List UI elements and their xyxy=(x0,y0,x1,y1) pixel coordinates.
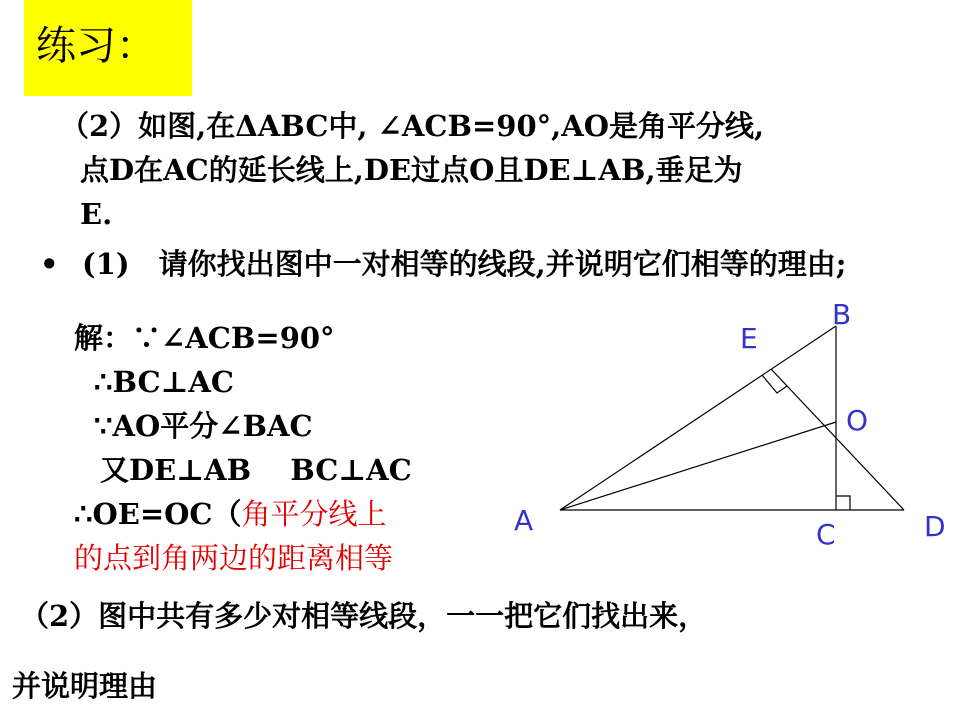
question-1-text: (1) 请你找出图中一对相等的线段,并说明它们相等的理由; xyxy=(82,247,847,281)
bullet-dot: • xyxy=(40,247,59,281)
right-angle-mark-C xyxy=(836,496,850,510)
solution-reason-part-2: 的点到角两边的距离相等 xyxy=(74,541,394,575)
label-B: B xyxy=(832,298,852,331)
segment-AB xyxy=(560,326,836,510)
problem-line-1: （2）如图,在ΔABC中, ∠ACB=90°,AO是角平分线, xyxy=(60,109,765,143)
solution-line-4: 又DE⊥AB BC⊥AC xyxy=(100,453,412,487)
solution-line-1: 解：∵∠ACB=90° xyxy=(74,321,335,355)
solution-line-3: ∵AO平分∠BAC xyxy=(94,409,313,443)
question-2: （2）图中共有多少对相等线段，一一把它们找出来， xyxy=(20,599,708,633)
label-A: A xyxy=(514,504,534,537)
solution-reason-part-1: 角平分线上 xyxy=(241,497,387,531)
problem-statement xyxy=(60,104,940,236)
page-title: 练习： xyxy=(36,23,156,69)
label-E: E xyxy=(740,322,758,355)
geometry-figure xyxy=(500,296,960,566)
right-angle-mark-E xyxy=(762,375,787,393)
segment-AO xyxy=(560,422,836,510)
solution-line-2: ∴BC⊥AC xyxy=(94,365,235,399)
solution-line-6 xyxy=(74,540,393,576)
label-C: C xyxy=(816,518,836,551)
segment-ED xyxy=(771,369,904,510)
problem-line-3: E. xyxy=(80,197,113,231)
solution-line-5 xyxy=(74,496,386,532)
label-O: O xyxy=(846,404,869,437)
solution-conclusion: ∴OE=OC（ xyxy=(74,497,242,531)
question-2-continued: 并说明理由 xyxy=(12,669,158,703)
title-box xyxy=(24,0,192,96)
label-D: D xyxy=(924,510,946,543)
problem-line-2: 点D在AC的延长线上,DE过点O且DE⊥AB,垂足为 xyxy=(80,153,743,187)
